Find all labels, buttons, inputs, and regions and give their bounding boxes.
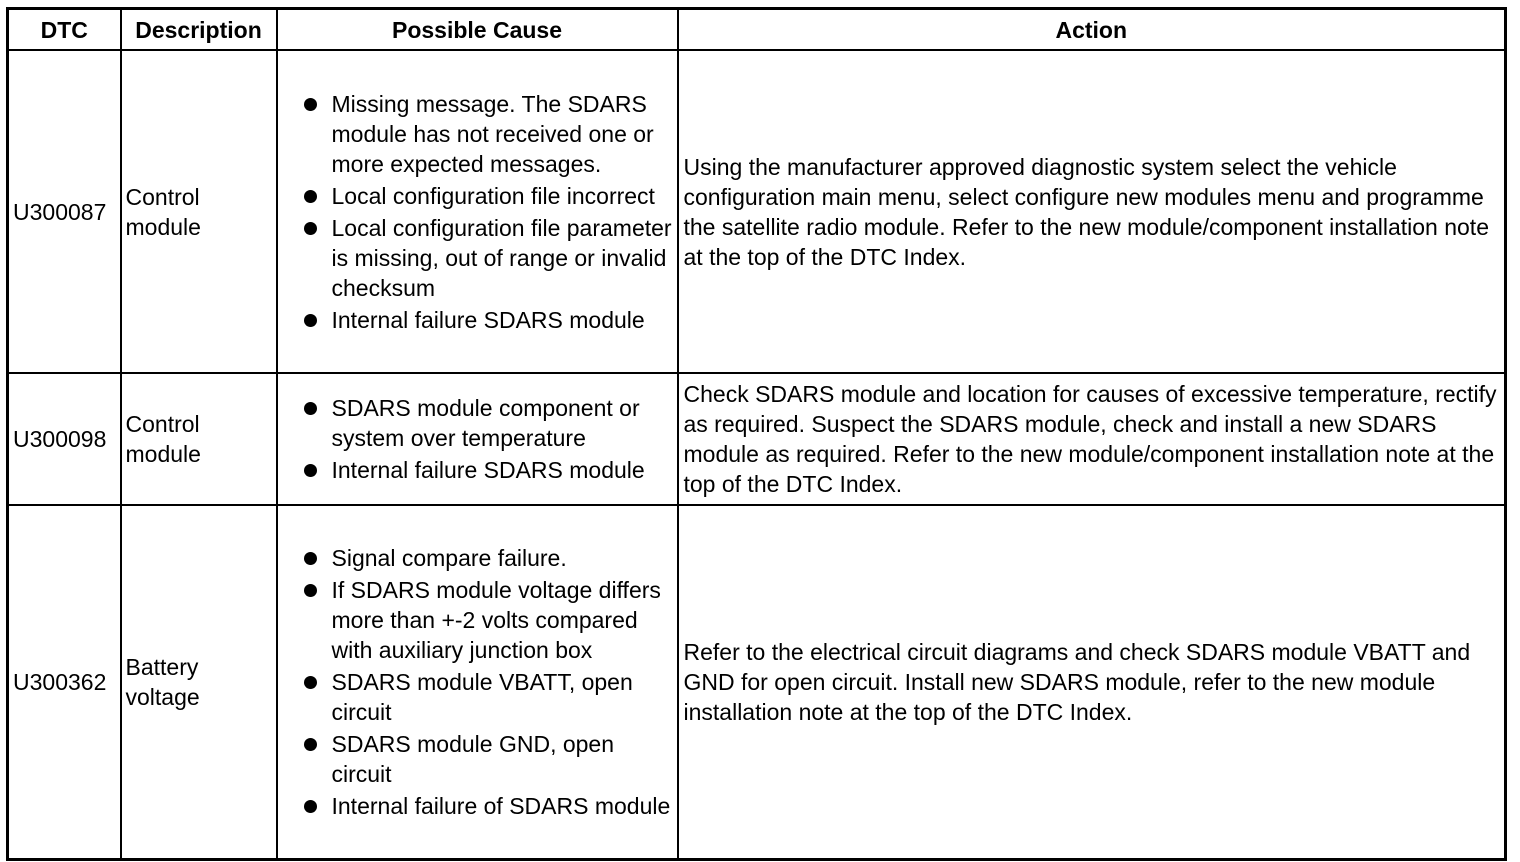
bullet-icon	[304, 190, 317, 203]
bullet-icon	[304, 676, 317, 689]
cause-text: SDARS module GND, open circuit	[331, 731, 615, 787]
header-action: Action	[678, 9, 1506, 51]
table-header-row	[8, 9, 1506, 51]
cause-list	[282, 393, 673, 485]
cause-text: If SDARS module voltage differs more than +-2 volts compared with auxiliary junction box	[331, 577, 661, 663]
cause-item	[282, 89, 673, 179]
cause-item	[282, 791, 673, 821]
cause-text: SDARS module VBATT, open circuit	[331, 669, 633, 725]
cause-item	[282, 575, 673, 665]
cause-text: SDARS module component or system over temperature	[331, 395, 640, 451]
dtc-description: Control module	[121, 50, 277, 373]
bullet-icon	[304, 738, 317, 751]
cause-item	[282, 543, 673, 573]
cause-text: Internal failure SDARS module	[331, 457, 645, 483]
bullet-icon	[304, 314, 317, 327]
table-row	[8, 505, 1506, 860]
header-possible-cause: Possible Cause	[277, 9, 678, 51]
bullet-icon	[304, 464, 317, 477]
cause-item	[282, 181, 673, 211]
dtc-code: U300362	[8, 505, 121, 860]
possible-cause-cell	[277, 373, 678, 505]
bullet-icon	[304, 402, 317, 415]
bullet-icon	[304, 552, 317, 565]
bullet-icon	[304, 800, 317, 813]
bullet-icon	[304, 584, 317, 597]
dtc-description: Battery voltage	[121, 505, 277, 860]
cause-text: Missing message. The SDARS module has not received one or more expected messages.	[331, 90, 654, 177]
cause-item	[282, 729, 673, 789]
cause-text: Local configuration file parameter is missing, out of range or invalid checksum	[331, 214, 672, 301]
cause-item	[282, 213, 673, 303]
action-text: Refer to the electrical circuit diagrams and check SDARS module VBATT and GND for open circuit. Install new SDARS module, refer to the new module installation note at the top of the DTC Index.	[678, 505, 1506, 860]
cause-list	[282, 89, 673, 335]
table-row	[8, 50, 1506, 373]
cause-item	[282, 667, 673, 727]
action-text: Check SDARS module and location for causes of excessive temperature, rectify as required. Suspect the SDARS module, check and install a new SDARS module as required. Refer to the new module/component installation note at the top of the DTC Index.	[678, 373, 1506, 505]
header-description: Description	[121, 9, 277, 51]
dtc-description: Control module	[121, 373, 277, 505]
cause-item	[282, 305, 673, 335]
cause-text: Signal compare failure.	[331, 545, 567, 571]
cause-list	[282, 543, 673, 821]
action-text: Using the manufacturer approved diagnostic system select the vehicle configuration main menu, select configure new modules menu and programme the satellite radio module. Refer to the new module/component installation note at the top of the DTC Index.	[678, 50, 1506, 373]
dtc-code: U300087	[8, 50, 121, 373]
cause-item	[282, 455, 673, 485]
header-dtc: DTC	[8, 9, 121, 51]
possible-cause-cell	[277, 505, 678, 860]
cause-text: Internal failure SDARS module	[331, 306, 645, 333]
dtc-code: U300098	[8, 373, 121, 505]
possible-cause-cell	[277, 50, 678, 373]
cause-text: Local configuration file incorrect	[331, 182, 655, 209]
cause-item	[282, 393, 673, 453]
cause-text: Internal failure of SDARS module	[331, 793, 671, 819]
bullet-icon	[304, 98, 317, 111]
table-row	[8, 373, 1506, 505]
dtc-table	[6, 7, 1507, 861]
bullet-icon	[304, 222, 317, 235]
